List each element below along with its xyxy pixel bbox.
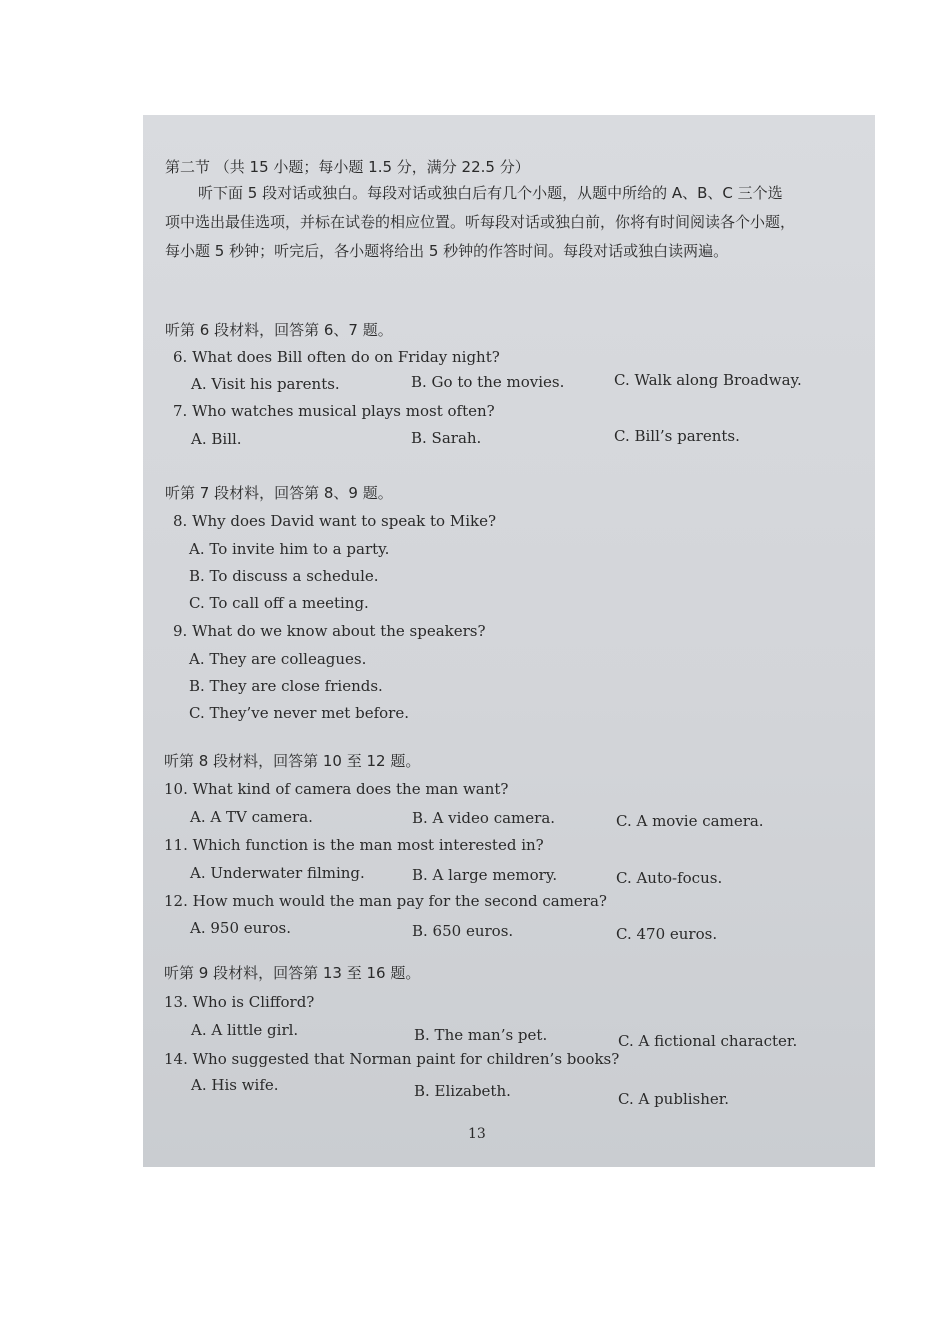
question-stem: 13. Who is Clifford?	[164, 993, 315, 1011]
option-b: B. Sarah.	[411, 429, 482, 447]
option-b: B. Elizabeth.	[414, 1082, 511, 1100]
question-stem: 6. What does Bill often do on Friday night?	[173, 348, 500, 366]
option-c: C. A movie camera.	[616, 812, 764, 830]
section-title: 第二节 （共 15 小题；每小题 1.5 分，满分 22.5 分）	[165, 158, 530, 176]
option-a: A. Visit his parents.	[191, 375, 340, 393]
option-c: C. Walk along Broadway.	[614, 371, 802, 389]
option-a: A. They are colleagues.	[189, 650, 367, 668]
group-header: 听第 7 段材料，回答第 8、9 题。	[165, 484, 393, 502]
question-stem: 11. Which function is the man most interested in?	[164, 836, 544, 854]
question-stem: 10. What kind of camera does the man want?	[164, 780, 509, 798]
question-stem: 12. How much would the man pay for the second camera?	[164, 892, 607, 910]
option-a: A. To invite him to a party.	[189, 540, 390, 558]
option-c: C. A publisher.	[618, 1090, 730, 1108]
option-c: C. Bill’s parents.	[614, 427, 740, 445]
option-c: C. 470 euros.	[616, 925, 718, 943]
option-a: A. A little girl.	[191, 1021, 299, 1039]
option-b: B. 650 euros.	[412, 922, 514, 940]
question-stem: 8. Why does David want to speak to Mike?	[173, 512, 497, 530]
option-c: C. To call off a meeting.	[189, 594, 369, 612]
group-header: 听第 8 段材料，回答第 10 至 12 题。	[164, 752, 421, 770]
option-a: A. A TV camera.	[190, 808, 313, 826]
option-b: B. They are close friends.	[189, 677, 383, 695]
question-stem: 9. What do we know about the speakers?	[173, 622, 486, 640]
group-header: 听第 9 段材料，回答第 13 至 16 题。	[164, 964, 421, 982]
page-number: 13	[468, 1126, 486, 1142]
option-b: B. A large memory.	[412, 866, 558, 884]
option-a: A. His wife.	[191, 1076, 279, 1094]
option-b: B. To discuss a schedule.	[189, 567, 379, 585]
exam-page	[143, 115, 875, 1167]
question-stem: 7. Who watches musical plays most often?	[173, 402, 495, 420]
option-a: A. Bill.	[191, 430, 242, 448]
option-c: C. A fictional character.	[618, 1032, 798, 1050]
option-a: A. Underwater filming.	[190, 864, 365, 882]
option-c: C. They’ve never met before.	[189, 704, 409, 722]
option-b: B. Go to the movies.	[411, 373, 565, 391]
instructions: 听下面 5 段对话或独白。每段对话或独白后有几个小题，从题中所给的 A、B、C 三个选项中选出最佳选项，并标在试卷的相应位置。听每段对话或独白前，你将有时间阅读各个小题，每小题 5 秒钟；听完后，各小题将给出 5 秒钟的作答时间。每段对话或独白读两遍。	[165, 184, 796, 260]
option-b: B. The man’s pet.	[414, 1026, 548, 1044]
option-b: B. A video camera.	[412, 809, 556, 827]
option-a: A. 950 euros.	[190, 919, 291, 937]
group-header: 听第 6 段材料，回答第 6、7 题。	[165, 321, 393, 339]
option-c: C. Auto-focus.	[616, 869, 723, 887]
question-stem: 14. Who suggested that Norman paint for children’s books?	[164, 1050, 620, 1068]
